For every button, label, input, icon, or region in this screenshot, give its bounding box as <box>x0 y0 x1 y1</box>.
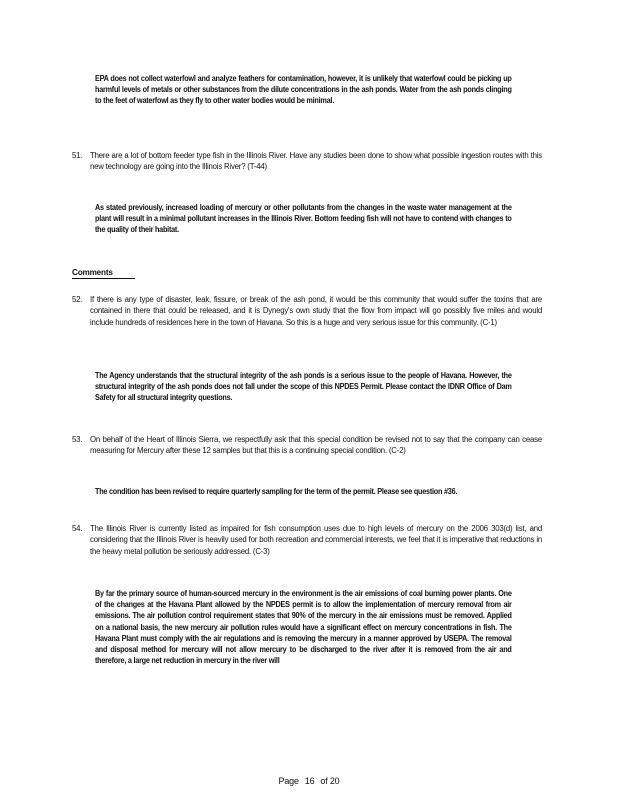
answer-51 <box>95 202 512 236</box>
page-number: 16 <box>304 776 315 786</box>
question-text: The Illinois River is currently listed as impaired for fish consumption uses due to high levels of mercury on the 2006 303(d) list, and considering that the Illinois River is heavily used for both recreation and commercial interests, we feel that it is imperative that reductions in the heavy metal pollution be seriously addressed. (C-3) <box>90 524 542 556</box>
answer-text: By far the primary source of human-sourced mercury in the environment is the air emissions of coal burning power plants. One of the changes at the Havana Plant allowed by the NPDES permit is to allow the implementation of mercury removal from air emissions. The air pollution control requirement states that 90% of the mercury in the air emissions must be removed. Applied on a national basis, the new mercury air pollution rules would have a significant effect on mercury concentrations in fish. The Havana Plant must comply with the air regulations and is removing the mercury in a manner approved by USEPA. The removal and disposal method for mercury will not allow mercury to be discharged to the river after it is removed from the air and therefore, a large net reduction in mercury in the river will <box>95 589 512 666</box>
question-number: 53. <box>72 435 83 444</box>
page-total: of 20 <box>320 776 340 786</box>
question-54 <box>72 523 542 575</box>
answer-53 <box>95 486 512 497</box>
answer-52 <box>95 370 512 404</box>
page-label: Page <box>278 776 299 786</box>
question-text: On behalf of the Heart of Illinois Sierra, we respectfully ask that this special condition be revised not to say that the company can cease measuring for Mercury after these 12 samples but that this is a continuing special condition. (C-2) <box>90 435 542 456</box>
question-53 <box>72 434 542 474</box>
question-52 <box>72 294 542 356</box>
page-footer <box>0 776 618 786</box>
comments-heading: Comments <box>72 268 135 279</box>
question-number: 52. <box>72 295 83 304</box>
question-text: If there is any type of disaster, leak, fissure, or break of the ash pond, it would be this community that would suffer the toxins that are contained in there that could be released, and it is Dynegy's own study that the flow from impact will go possibly five miles and would include hundreds of residences here in the town of Havana. So this is a huge and very serious issue for this community. (C-1) <box>90 295 542 327</box>
answer-text: EPA does not collect waterfowl and analyze feathers for contamination, however, it is unlikely that waterfowl could be picking up harmful levels of metals or other substances from the dilute concentrations in the ash ponds. Water from the ash ponds clinging to the feet of waterfowl as they fly to other water bodies would be minimal. <box>95 74 512 106</box>
question-51 <box>72 150 542 195</box>
question-number: 54. <box>72 524 83 533</box>
question-number: 51. <box>72 151 83 160</box>
answer-text: The condition has been revised to require quarterly sampling for the term of the permit. Please see question #36. <box>95 487 458 496</box>
answer-text: As stated previously, increased loading of mercury or other pollutants from the changes in the waste water management at the plant will result in a minimal pollutant increases in the Illinois River. Bottom feeding fish will not have to contend with changes to the quality of their habitat. <box>95 203 512 235</box>
answer-text: The Agency understands that the structural integrity of the ash ponds is a serious issue to the people of Havana. However, the structural integrity of the ash ponds does not fall under the scope of this NPDES Permit. Please contact the IDNR Office of Dam Safety for all structural integrity questions. <box>95 371 512 403</box>
answer-paragraph-continued <box>95 73 512 107</box>
question-text: There are a lot of bottom feeder type fish in the Illinois River. Have any studies been done to show what possible ingestion routes with this new technology are going into the Illinois River? (T-44) <box>90 151 542 172</box>
answer-54 <box>95 588 512 666</box>
